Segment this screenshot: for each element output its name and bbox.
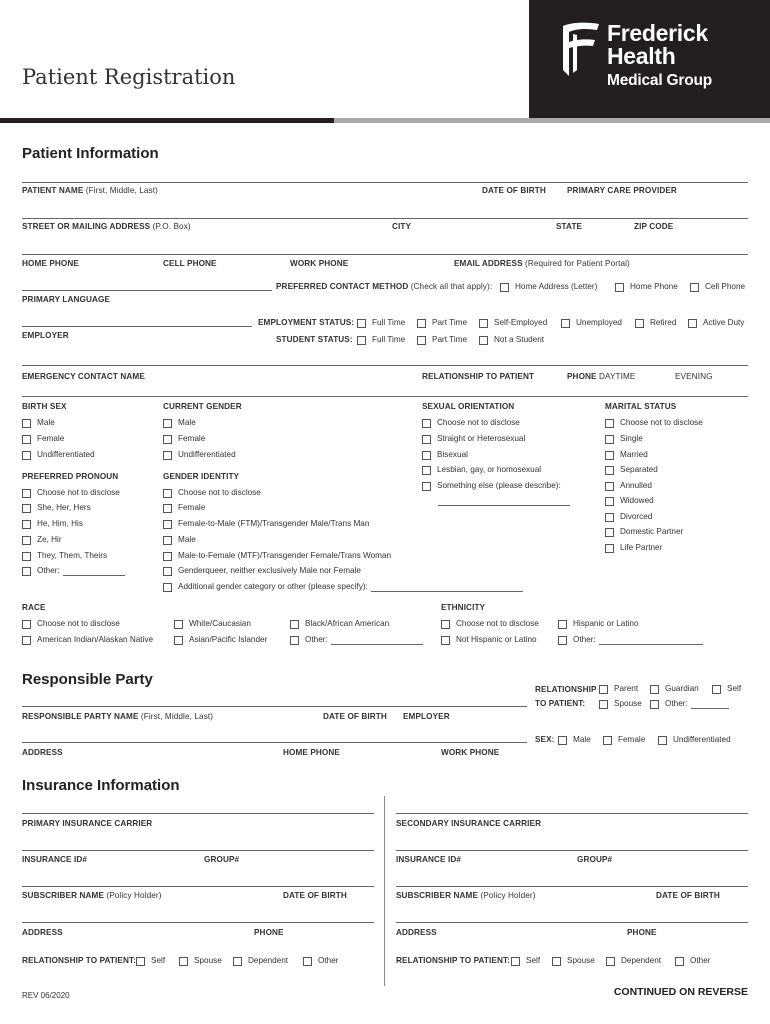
pronoun-other-checkbox[interactable]: Other: [22, 566, 125, 576]
header-rule-light [334, 118, 770, 123]
ethnicity-option-1-checkbox[interactable]: Choose not to disclose [441, 619, 539, 629]
race-option-3-checkbox[interactable]: White/Caucasian [174, 619, 251, 629]
primary-id-field[interactable] [22, 886, 374, 887]
responsible-dob-label: DATE OF BIRTH [323, 712, 387, 721]
orientation-option-2-checkbox[interactable]: Straight or Heterosexual [422, 434, 525, 444]
primary-group-label: GROUP# [204, 855, 240, 864]
secondary-subscriber-dob-label: DATE OF BIRTH [656, 891, 720, 900]
race-option-5-checkbox[interactable]: Black/African American [290, 619, 389, 629]
employer-field[interactable] [22, 365, 748, 366]
secondary-rel-dependent-checkbox[interactable]: Dependent [606, 956, 661, 966]
pronoun-label: PREFERRED PRONOUN [22, 472, 119, 481]
secondary-group-label: GROUP# [577, 855, 613, 864]
marital-option-2-checkbox[interactable]: Single [605, 434, 643, 444]
student-full-time-checkbox[interactable]: Full Time [357, 335, 405, 345]
secondary-subscriber-field[interactable] [396, 922, 748, 923]
employment-active-duty-checkbox[interactable]: Active Duty [688, 318, 744, 328]
marital-label: MARITAL STATUS [605, 402, 677, 411]
rule [22, 182, 748, 183]
orientation-option-5-checkbox[interactable]: Something else (please describe): [422, 481, 561, 491]
contact-home-phone-checkbox[interactable]: Home Phone [615, 282, 678, 292]
rule [396, 813, 748, 814]
responsible-spouse-checkbox[interactable]: Spouse [599, 699, 642, 709]
secondary-carrier-field[interactable] [396, 850, 748, 851]
primary-phone-label: PHONE [254, 928, 284, 937]
section-title-responsible: Responsible Party [22, 671, 153, 688]
marital-option-1-checkbox[interactable]: Choose not to disclose [605, 418, 703, 428]
primary-relationship-label: RELATIONSHIP TO PATIENT: [22, 956, 136, 965]
race-other-checkbox[interactable]: Other: [290, 635, 423, 645]
responsible-self-checkbox[interactable]: Self [712, 684, 741, 694]
email-label: EMAIL ADDRESS (Required for Patient Portal) [454, 259, 630, 268]
header-rule-dark [0, 118, 334, 123]
ethnicity-option-3-checkbox[interactable]: Hispanic or Latino [558, 619, 639, 629]
race-option-4-checkbox[interactable]: Asian/Pacific Islander [174, 635, 267, 645]
identity-option-6-checkbox[interactable]: Genderqueer, neither exclusively Male nor Female [163, 566, 361, 576]
primary-subscriber-field[interactable] [22, 922, 374, 923]
responsible-relationship-label-1: RELATIONSHIP [535, 685, 597, 694]
marital-option-6-checkbox[interactable]: Widowed [605, 496, 654, 506]
birth-sex-label: BIRTH SEX [22, 402, 67, 411]
frederick-health-logo-mark-icon [559, 20, 603, 80]
orientation-describe-field[interactable] [438, 505, 570, 506]
gender-identity-label: GENDER IDENTITY [163, 472, 240, 481]
identity-option-5-checkbox[interactable]: Male-to-Female (MTF)/Transgender Female/Trans Woman [163, 551, 391, 561]
identity-option-3-checkbox[interactable]: Female-to-Male (FTM)/Transgender Male/Trans Man [163, 519, 369, 529]
primary-rel-other-checkbox[interactable]: Other [303, 956, 338, 966]
responsible-other-checkbox[interactable]: Other: [650, 699, 729, 709]
secondary-relationship-label: RELATIONSHIP TO PATIENT: [396, 956, 510, 965]
contact-cell-phone-checkbox[interactable]: Cell Phone [690, 282, 745, 292]
ethnicity-option-2-checkbox[interactable]: Not Hispanic or Latino [441, 635, 537, 645]
secondary-subscriber-label: SUBSCRIBER NAME (Policy Holder) [396, 891, 536, 900]
emergency-evening-label: EVENING [675, 372, 713, 381]
student-part-time-checkbox[interactable]: Part Time [417, 335, 467, 345]
responsible-sex-label: SEX: [535, 735, 555, 744]
gender-male-checkbox[interactable]: Male [163, 418, 196, 428]
race-option-2-checkbox[interactable]: American Indian/Alaskan Native [22, 635, 153, 645]
contact-method-label: PREFERRED CONTACT METHOD (Check all that apply): [276, 282, 493, 291]
race-label: RACE [22, 603, 46, 612]
secondary-id-field[interactable] [396, 886, 748, 887]
student-status-label: STUDENT STATUS: [276, 335, 353, 344]
birth-sex-undifferentiated-checkbox[interactable]: Undifferentiated [22, 450, 95, 460]
birth-sex-female-checkbox[interactable]: Female [22, 434, 64, 444]
language-field[interactable] [22, 326, 252, 327]
race-option-1-checkbox[interactable]: Choose not to disclose [22, 619, 120, 629]
pronoun-option-4-checkbox[interactable]: Ze, Hir [22, 535, 62, 545]
logo-line-2: Health [607, 43, 676, 69]
employment-status-label: EMPLOYMENT STATUS: [258, 318, 355, 327]
page-title: Patient Registration [22, 65, 236, 89]
phone-field[interactable] [22, 290, 272, 291]
secondary-address-label: ADDRESS [396, 928, 437, 937]
pronoun-option-1-checkbox[interactable]: Choose not to disclose [22, 488, 120, 498]
zip-label: ZIP CODE [634, 222, 674, 231]
marital-option-9-checkbox[interactable]: Life Partner [605, 543, 662, 553]
address-field[interactable] [22, 254, 748, 255]
current-gender-label: CURRENT GENDER [163, 402, 242, 411]
responsible-name-label: RESPONSIBLE PARTY NAME (First, Middle, Last) [22, 712, 214, 721]
primary-id-label: INSURANCE ID# [22, 855, 87, 864]
responsible-work-phone-label: WORK PHONE [441, 748, 500, 757]
pronoun-option-3-checkbox[interactable]: He, Him, His [22, 519, 83, 529]
logo-line-1: Frederick [607, 20, 708, 46]
employment-retired-checkbox[interactable]: Retired [635, 318, 676, 328]
employment-full-time-checkbox[interactable]: Full Time [357, 318, 405, 328]
identity-option-4-checkbox[interactable]: Male [163, 535, 196, 545]
ethnicity-label: ETHNICITY [441, 603, 486, 612]
responsible-address-label: ADDRESS [22, 748, 63, 757]
responsible-employer-label: EMPLOYER [403, 712, 450, 721]
primary-carrier-field[interactable] [22, 850, 374, 851]
patient-name-label: PATIENT NAME (First, Middle, Last) [22, 186, 158, 195]
marital-option-8-checkbox[interactable]: Domestic Partner [605, 527, 683, 537]
dob-label: DATE OF BIRTH [482, 186, 546, 195]
secondary-rel-self-checkbox[interactable]: Self [511, 956, 540, 966]
primary-address-label: ADDRESS [22, 928, 63, 937]
rule [22, 706, 527, 707]
responsible-sex-female-checkbox[interactable]: Female [603, 735, 645, 745]
work-phone-label: WORK PHONE [290, 259, 349, 268]
logo-line-3: Medical Group [607, 72, 713, 89]
secondary-rel-other-checkbox[interactable]: Other [675, 956, 710, 966]
marital-option-3-checkbox[interactable]: Married [605, 450, 648, 460]
contact-home-address-checkbox[interactable]: Home Address (Letter) [500, 282, 597, 292]
pcp-label: PRIMARY CARE PROVIDER [567, 186, 677, 195]
identity-other-checkbox[interactable]: Additional gender category or other (please specify): [163, 582, 523, 592]
responsible-name-field[interactable] [22, 742, 527, 743]
ethnicity-other-checkbox[interactable]: Other: [558, 635, 703, 645]
insurance-divider [384, 796, 385, 986]
secondary-phone-label: PHONE [627, 928, 657, 937]
primary-rel-self-checkbox[interactable]: Self [136, 956, 165, 966]
marital-option-7-checkbox[interactable]: Divorced [605, 512, 652, 522]
identity-option-1-checkbox[interactable]: Choose not to disclose [163, 488, 261, 498]
primary-subscriber-dob-label: DATE OF BIRTH [283, 891, 347, 900]
primary-carrier-label: PRIMARY INSURANCE CARRIER [22, 819, 153, 828]
emergency-phone-label: PHONE DAYTIME [567, 372, 636, 381]
employment-unemployed-checkbox[interactable]: Unemployed [561, 318, 622, 328]
home-phone-label: HOME PHONE [22, 259, 79, 268]
emergency-relationship-label: RELATIONSHIP TO PATIENT [422, 372, 535, 381]
section-title-patient: Patient Information [22, 145, 159, 162]
responsible-home-phone-label: HOME PHONE [283, 748, 340, 757]
pronoun-option-2-checkbox[interactable]: She, Her, Hers [22, 503, 91, 513]
responsible-parent-checkbox[interactable]: Parent [599, 684, 638, 694]
city-label: CITY [392, 222, 412, 231]
patient-name-field[interactable] [22, 218, 748, 219]
pronoun-option-5-checkbox[interactable]: They, Them, Theirs [22, 551, 107, 561]
gender-female-checkbox[interactable]: Female [163, 434, 205, 444]
address-label: STREET OR MAILING ADDRESS (P.O. Box) [22, 222, 191, 231]
identity-option-2-checkbox[interactable]: Female [163, 503, 205, 513]
cell-phone-label: CELL PHONE [163, 259, 217, 268]
employment-part-time-checkbox[interactable]: Part Time [417, 318, 467, 328]
language-label: PRIMARY LANGUAGE [22, 295, 111, 304]
revision-label: REV 06/2020 [22, 991, 70, 1000]
orientation-option-3-checkbox[interactable]: Bisexual [422, 450, 468, 460]
responsible-sex-undifferentiated-checkbox[interactable]: Undifferentiated [658, 735, 731, 745]
rule [22, 813, 374, 814]
responsible-guardian-checkbox[interactable]: Guardian [650, 684, 699, 694]
responsible-sex-male-checkbox[interactable]: Male [558, 735, 591, 745]
orientation-label: SEXUAL ORIENTATION [422, 402, 515, 411]
student-not-student-checkbox[interactable]: Not a Student [479, 335, 544, 345]
gender-undifferentiated-checkbox[interactable]: Undifferentiated [163, 450, 236, 460]
birth-sex-male-checkbox[interactable]: Male [22, 418, 55, 428]
responsible-relationship-label-2: TO PATIENT: [535, 699, 586, 708]
continued-label: CONTINUED ON REVERSE [613, 986, 748, 998]
employer-label: EMPLOYER [22, 331, 69, 340]
emergency-field[interactable] [22, 396, 748, 397]
primary-rel-spouse-checkbox[interactable]: Spouse [179, 956, 222, 966]
primary-subscriber-label: SUBSCRIBER NAME (Policy Holder) [22, 891, 162, 900]
secondary-carrier-label: SECONDARY INSURANCE CARRIER [396, 819, 542, 828]
orientation-option-4-checkbox[interactable]: Lesbian, gay, or homosexual [422, 465, 541, 475]
logo [529, 0, 770, 118]
employment-self-employed-checkbox[interactable]: Self-Employed [479, 318, 547, 328]
secondary-id-label: INSURANCE ID# [396, 855, 461, 864]
primary-rel-dependent-checkbox[interactable]: Dependent [233, 956, 288, 966]
marital-option-5-checkbox[interactable]: Annulled [605, 481, 652, 491]
orientation-option-1-checkbox[interactable]: Choose not to disclose [422, 418, 520, 428]
secondary-rel-spouse-checkbox[interactable]: Spouse [552, 956, 595, 966]
section-title-insurance: Insurance Information [22, 777, 180, 794]
emergency-name-label: EMERGENCY CONTACT NAME [22, 372, 145, 381]
state-label: STATE [556, 222, 583, 231]
marital-option-4-checkbox[interactable]: Separated [605, 465, 658, 475]
